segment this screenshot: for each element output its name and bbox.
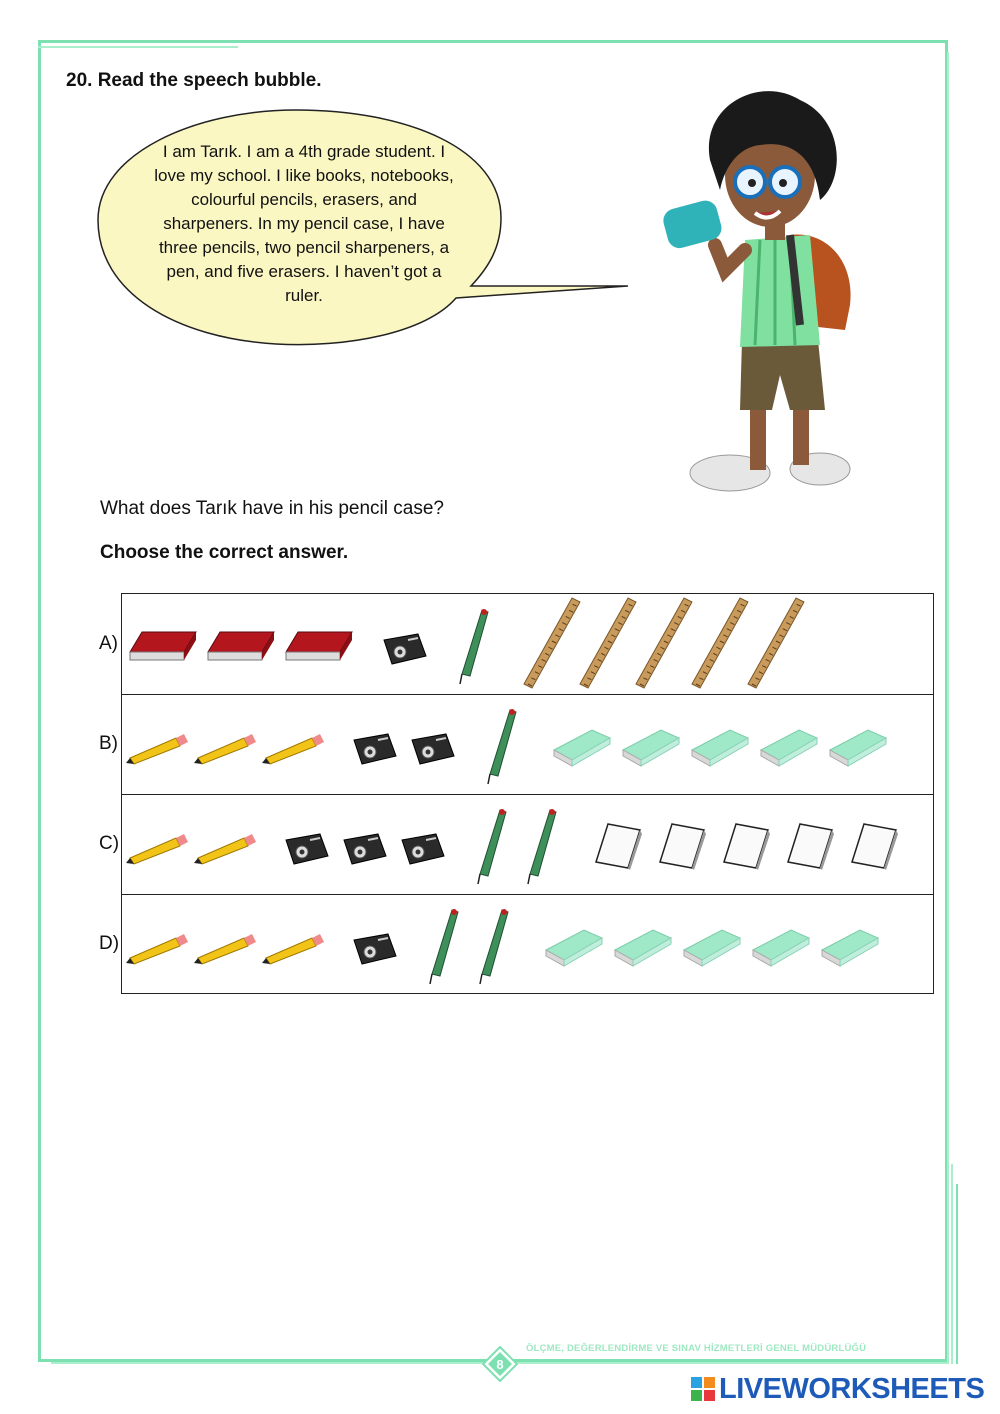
eraser-icon xyxy=(615,930,671,966)
book-icon xyxy=(130,632,196,660)
option-c[interactable] xyxy=(122,794,933,895)
option-b[interactable] xyxy=(122,694,933,795)
ruler-icon xyxy=(580,598,636,688)
page-number-badge xyxy=(482,1346,518,1382)
notebook-icon xyxy=(660,824,706,870)
eraser-icon xyxy=(623,730,679,766)
pen-icon xyxy=(480,909,508,984)
question-prompt: What does Tarık have in his pencil case? xyxy=(100,498,444,519)
question-instruction: Choose the correct answer. xyxy=(100,542,349,563)
sharpener-icon xyxy=(286,834,328,864)
eraser-icon xyxy=(830,730,886,766)
sharpener-icon xyxy=(384,634,426,664)
boy-illustration xyxy=(650,85,865,500)
ruler-icon xyxy=(524,598,580,688)
option-a-label[interactable]: A) xyxy=(99,633,118,654)
pencil-icon xyxy=(126,734,188,764)
option-d-images xyxy=(122,894,933,994)
pencil-icon xyxy=(194,934,256,964)
ruler-icon xyxy=(748,598,804,688)
question-title: 20. Read the speech bubble. xyxy=(66,70,322,91)
eraser-icon xyxy=(554,730,610,766)
ruler-icon xyxy=(636,598,692,688)
page-number: 8 xyxy=(496,1357,504,1372)
sharpener-icon xyxy=(344,834,386,864)
eraser-icon xyxy=(546,930,602,966)
brand-name: LIVEWORKSHEETS xyxy=(719,1372,985,1405)
pencil-icon xyxy=(126,834,188,864)
book-icon xyxy=(208,632,274,660)
eraser-icon xyxy=(692,730,748,766)
notebook-icon xyxy=(788,824,834,870)
option-a-images xyxy=(122,594,933,694)
sharpener-icon xyxy=(354,934,396,964)
option-c-images xyxy=(122,794,933,894)
pen-icon xyxy=(488,709,516,784)
liveworksheets-logo-icon xyxy=(690,1376,716,1402)
option-d-label[interactable]: D) xyxy=(99,933,120,954)
sharpener-icon xyxy=(412,734,454,764)
pencil-icon xyxy=(194,734,256,764)
frame-corner-decoration-bottom xyxy=(950,1164,960,1364)
pen-icon xyxy=(478,809,506,884)
notebook-icon xyxy=(852,824,898,870)
eraser-icon xyxy=(753,930,809,966)
pencil-icon xyxy=(262,734,324,764)
option-b-label[interactable]: B) xyxy=(99,733,118,754)
footer-organization: ÖLÇME, DEĞERLENDİRME VE SINAV HİZMETLERİ GENEL MÜDÜRLÜĞÜ xyxy=(526,1343,867,1354)
eraser-icon xyxy=(684,930,740,966)
pen-icon xyxy=(430,909,458,984)
pen-icon xyxy=(528,809,556,884)
option-d[interactable] xyxy=(122,894,933,994)
eraser-icon xyxy=(822,930,878,966)
pencil-icon xyxy=(262,934,324,964)
eraser-icon xyxy=(761,730,817,766)
answer-options-table xyxy=(121,593,934,994)
sharpener-icon xyxy=(354,734,396,764)
notebook-icon xyxy=(724,824,770,870)
pencil-icon xyxy=(126,934,188,964)
option-b-images xyxy=(122,694,933,794)
frame-corner-decoration xyxy=(38,40,268,50)
ruler-icon xyxy=(692,598,748,688)
notebook-icon xyxy=(596,824,642,870)
option-c-label[interactable]: C) xyxy=(99,833,120,854)
speech-bubble-text: I am Tarık. I am a 4th grade student. I love my school. I like books, notebooks, colourful pencils, erasers, and sharpeners. In my pencil case, I have three pencils, two pencil sharpeners, a pen, and five erasers. I haven’t got a ruler. xyxy=(154,142,454,305)
pencil-icon xyxy=(194,834,256,864)
pen-icon xyxy=(460,609,488,684)
option-a[interactable] xyxy=(122,594,933,695)
book-icon xyxy=(286,632,352,660)
sharpener-icon xyxy=(402,834,444,864)
brand-logo[interactable] xyxy=(690,1372,984,1406)
